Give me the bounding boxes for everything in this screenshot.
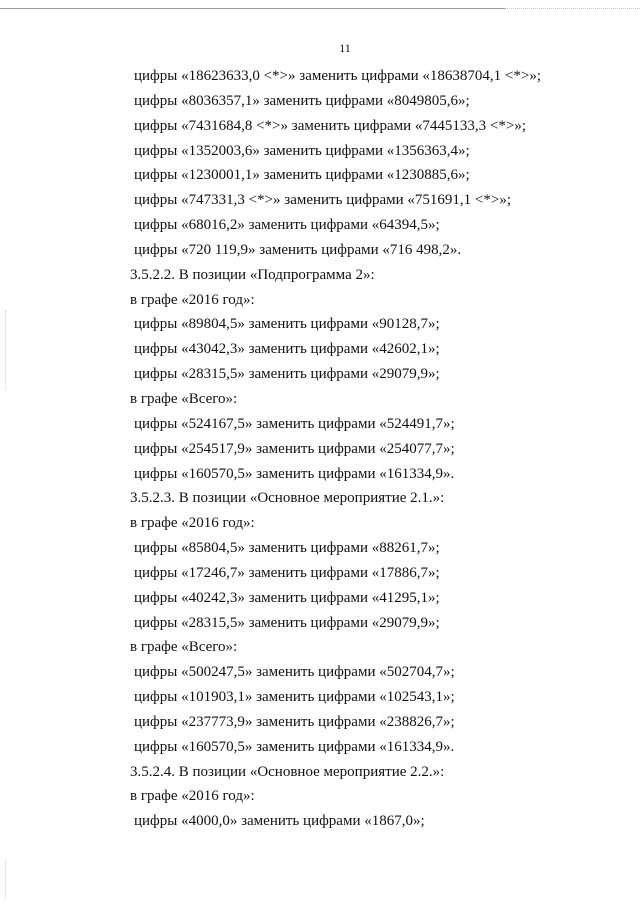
section-heading-line: в графе «Всего»:: [130, 390, 238, 407]
amendment-line: цифры «237773,9» заменить цифрами «238826,7»;: [134, 713, 455, 730]
amendment-line: цифры «28315,5» заменить цифрами «29079,9»;: [134, 366, 440, 383]
amendment-line: цифры «8036357,1» заменить цифрами «8049805,6»;: [134, 92, 470, 109]
amendment-line: цифры «254517,9» заменить цифрами «254077,7»;: [134, 440, 455, 457]
amendment-line: цифры «747331,3 <*>» заменить цифрами «751691,1 <*>»;: [134, 192, 511, 209]
scan-top-dotted-edge: [505, 8, 640, 9]
section-heading-line: в графе «2016 год»:: [130, 515, 255, 532]
amendment-line: цифры «101903,1» заменить цифрами «102543,1»;: [134, 689, 455, 706]
amendment-line: цифры «524167,5» заменить цифрами «524491,7»;: [134, 415, 455, 432]
amendment-line: цифры «18623633,0 <*>» заменить цифрами «18638704,1 <*>»;: [134, 68, 541, 84]
amendment-line: цифры «160570,5» заменить цифрами «161334,9».: [134, 738, 455, 755]
scan-top-border: [0, 8, 505, 9]
scan-left-dotted-edge-lower: [5, 860, 6, 900]
section-heading-line: 3.5.2.4. В позиции «Основное мероприятие 2.2.»:: [130, 763, 445, 780]
amendment-line: цифры «1230001,1» заменить цифрами «1230885,6»;: [134, 167, 470, 184]
amendment-line: цифры «68016,2» заменить цифрами «64394,5»;: [134, 217, 440, 234]
amendment-line: цифры «720 119,9» заменить цифрами «716 498,2».: [134, 241, 462, 258]
amendment-line: цифры «160570,5» заменить цифрами «161334,9».: [134, 465, 455, 482]
amendment-line: цифры «85804,5» заменить цифрами «88261,7»;: [134, 540, 440, 557]
page-number: 11: [339, 41, 351, 55]
amendment-line: цифры «1352003,6» заменить цифрами «1356363,4»;: [134, 142, 470, 159]
amendment-line: цифры «500247,5» заменить цифрами «502704,7»;: [134, 664, 455, 681]
section-heading-line: в графе «Всего»:: [130, 639, 238, 656]
amendment-line: цифры «28315,5» заменить цифрами «29079,9»;: [134, 614, 440, 631]
document-body: [0, 64, 640, 834]
section-heading-line: 3.5.2.3. В позиции «Основное мероприятие 2.1.»:: [130, 490, 445, 507]
section-heading-line: в графе «2016 год»:: [130, 291, 255, 308]
amendment-line: цифры «17246,7» заменить цифрами «17886,7»;: [134, 564, 440, 581]
amendment-line: цифры «7431684,8 <*>» заменить цифрами «7445133,3 <*>»;: [134, 117, 526, 134]
amendment-line: цифры «89804,5» заменить цифрами «90128,7»;: [134, 316, 440, 333]
section-heading-line: 3.5.2.2. В позиции «Подпрограмма 2»:: [130, 266, 375, 283]
amendment-line: цифры «43042,3» заменить цифрами «42602,1»;: [134, 341, 440, 358]
amendment-line: цифры «40242,3» заменить цифрами «41295,1»;: [134, 589, 440, 606]
section-heading-line: в графе «2016 год»:: [130, 788, 255, 805]
amendment-line: цифры «4000,0» заменить цифрами «1867,0»;: [134, 813, 425, 830]
